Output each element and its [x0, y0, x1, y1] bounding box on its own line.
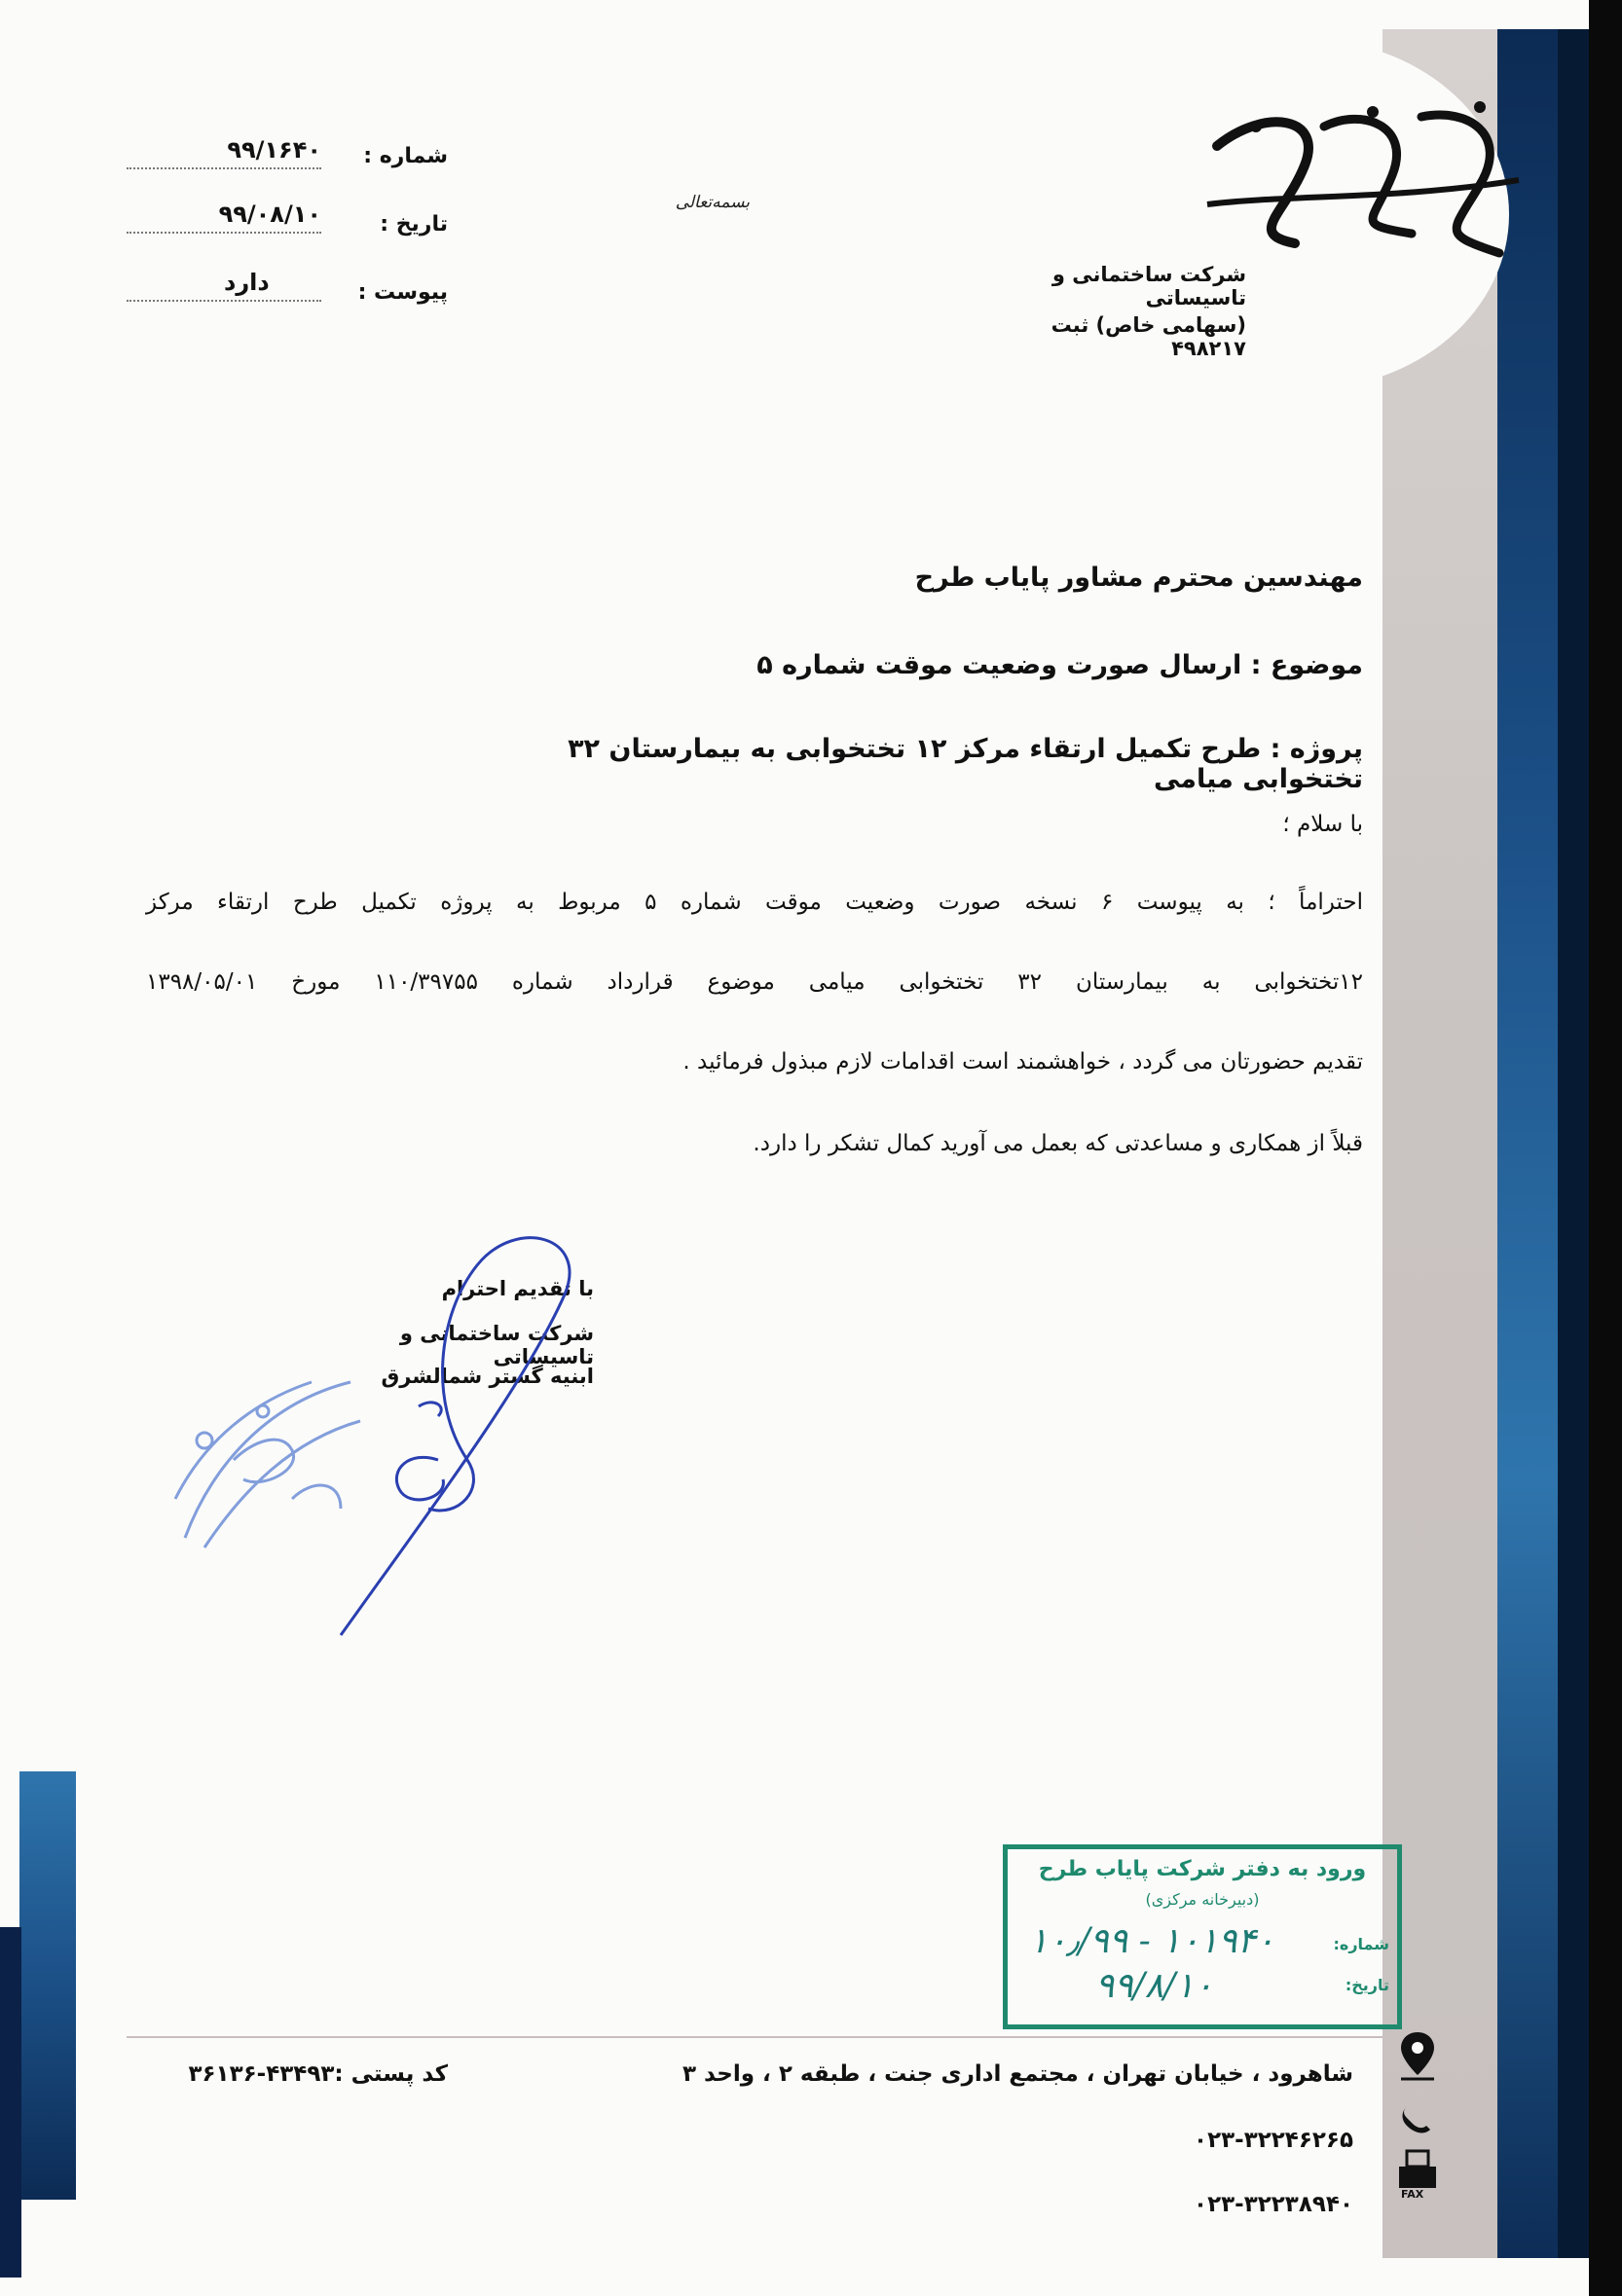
receipt-stamp — [1003, 1844, 1402, 2029]
fax-tag: FAX — [1401, 2188, 1424, 2201]
date-value: ۹۹/۰۸/۱۰ — [127, 200, 321, 234]
stamp-subtitle: (دبیرخانه مرکزی) — [1145, 1890, 1260, 1909]
footer-phone: ۰۲۳-۳۲۲۴۶۲۶۵ — [1194, 2128, 1353, 2153]
project: پروژه : طرح تکمیل ارتقاء مرکز ۱۲ تختخوابی به بیمارستان ۳۲ تختخوابی میامی — [568, 734, 1363, 794]
fax-icon — [1397, 2149, 1438, 2201]
recipient: مهندسین محترم مشاور پایاب طرح — [914, 563, 1363, 593]
number-value: ۹۹/۱۶۴۰ — [127, 136, 321, 169]
location-pin-icon — [1397, 2030, 1438, 2071]
decor-left-bar — [19, 1771, 76, 2200]
stamp-date-handwritten: ۹۹/۸/۱۰ — [1095, 1966, 1213, 2006]
stamp-number-label: شماره: — [1333, 1935, 1389, 1953]
stamp-title: ورود به دفتر شرکت پایاب طرح — [1038, 1857, 1367, 1881]
body-line-3: تقدیم حضورتان می گردد ، خواهشمند است اقدامات لازم مبذول فرمائید . — [682, 1049, 1363, 1075]
signature-line-2: شرکت ساختمانی و تاسیساتی — [399, 1322, 594, 1368]
decor-dark-bar — [1558, 29, 1591, 2258]
date-label: تاریخ : — [380, 212, 448, 237]
footer-fax: ۰۲۳-۳۲۲۳۸۹۴۰ — [1194, 2192, 1353, 2217]
signature-line-1: با تقدیم احترام — [441, 1277, 594, 1300]
company-seal — [146, 1343, 389, 1577]
basmala: بسمه‌تعالی — [675, 193, 750, 212]
scan-edge — [1589, 0, 1622, 2296]
body-line-1: احتراماً ؛ به پیوست ۶ نسخه صورت وضعیت موقت شماره ۵ مربوط به پروژه تکمیل طرح ارتقاء مرکز — [146, 890, 1364, 915]
phone-icon — [1397, 2100, 1438, 2141]
attachment-value: دارد — [127, 269, 321, 302]
body-line-2: ۱۲تختخوابی به بیمارستان ۳۲ تختخوابی میامی موضوع قرارداد شماره ۱۱۰/۳۹۷۵۵ مورخ ۱۳۹۸/۰۵/۰۱ — [146, 969, 1364, 995]
footer-divider — [127, 2036, 1382, 2038]
body-line-4: قبلاً از همکاری و مساعدتی که بعمل می آورید کمال تشکر را دارد. — [753, 1131, 1363, 1156]
company-registration: (سهامی خاص) ثبت ۴۹۸۲۱۷ — [1051, 313, 1246, 360]
number-label: شماره : — [363, 144, 448, 168]
subject: موضوع : ارسال صورت وضعیت موقت شماره ۵ — [756, 650, 1363, 680]
attachment-label: پیوست : — [357, 280, 448, 305]
company-logo — [1188, 88, 1538, 282]
decor-left-bar-dark — [0, 1927, 21, 2278]
signature-line-3: ابنیه گستر شمالشرق — [381, 1365, 594, 1388]
footer-address: شاهرود ، خیابان تهران ، مجتمع اداری جنت ، طبقه ۲ ، واحد ۳ — [682, 2061, 1353, 2087]
stamp-date-label: تاریخ: — [1345, 1976, 1389, 1994]
greeting: با سلام ؛ — [1282, 812, 1363, 837]
stamp-number-handwritten: ۱۰٫/۹۹ - ۱۰۱۹۴۰ — [1029, 1921, 1275, 1961]
company-subtitle: شرکت ساختمانی و تاسیساتی — [1051, 263, 1246, 310]
footer-postal: کد پستی :۴۳۴۹۳-۳۶۱۳۶ — [188, 2061, 448, 2087]
